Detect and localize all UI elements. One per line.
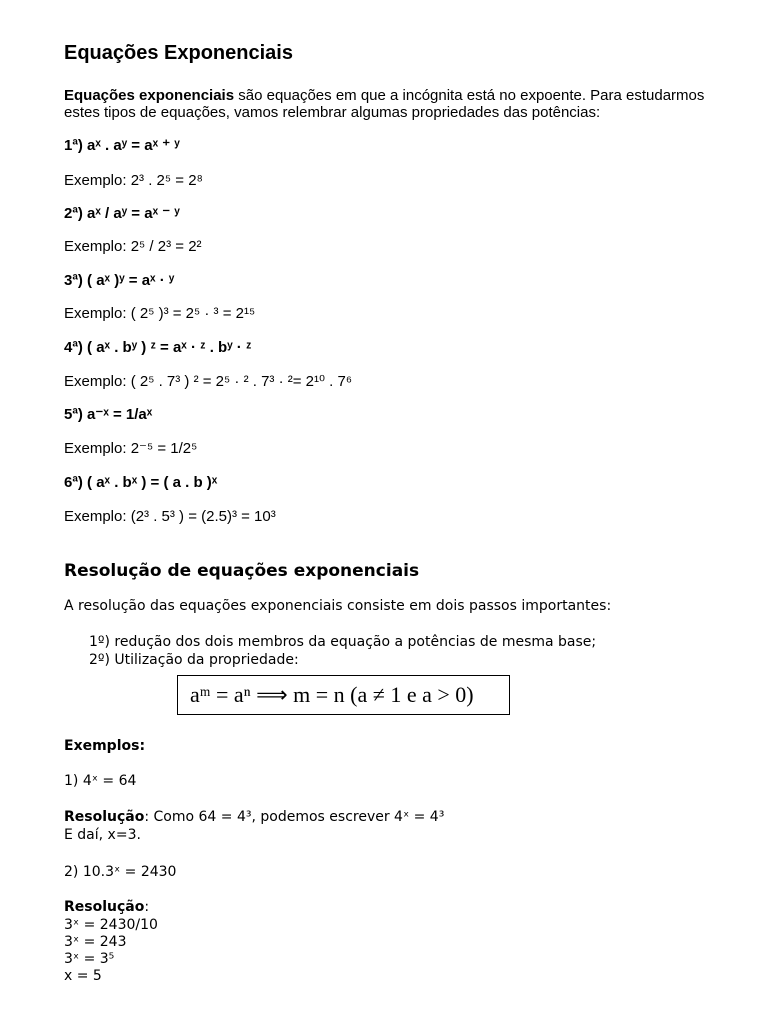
resolution-2-line-2: 3ˣ = 243	[64, 934, 127, 950]
resolution-1-label: Resolução	[64, 809, 145, 825]
formula-box	[177, 675, 510, 715]
intro-bold: Equações exponenciais	[64, 87, 235, 104]
resolution-1	[64, 809, 444, 826]
resolution-2-line-1: 3ˣ = 2430/10	[64, 917, 158, 933]
property-5-example: Exemplo: 2⁻⁵ = 1/2⁵	[64, 440, 198, 457]
property-4-rule: 4ª) ( aˣ . bʸ ) ᶻ = aˣ · ᶻ . bʸ · ᶻ	[64, 339, 252, 356]
example-1: 1) 4ˣ = 64	[64, 773, 137, 789]
resolution-2-colon: :	[144, 899, 150, 915]
property-2-rule: 2ª) aˣ / aʸ = aˣ ⁻ ʸ	[64, 205, 180, 222]
intro-rest: são equações em que a incógnita está no expoente. Para estudarmos	[234, 87, 705, 104]
resolution-2	[64, 899, 149, 916]
property-3-example: Exemplo: ( 2⁵ )³ = 2⁵ · ³ = 2¹⁵	[64, 305, 256, 322]
step-1: 1º) redução dos dois membros da equação a potências de mesma base;	[89, 634, 597, 650]
property-6-example: Exemplo: (2³ . 5³ ) = (2.5)³ = 10³	[64, 508, 276, 525]
formula-text: aᵐ = aⁿ ⟹ m = n (a ≠ 1 e a > 0)	[190, 682, 474, 707]
resolution-2-line-3: 3ˣ = 3⁵	[64, 951, 115, 967]
property-4-example: Exemplo: ( 2⁵ . 7³ ) ² = 2⁵ · ² . 7³ · ²= 2¹⁰ . 7⁶	[64, 373, 353, 390]
property-5-rule: 5ª) a⁻ˣ = 1/aˣ	[64, 406, 153, 423]
step-2: 2º) Utilização da propriedade:	[89, 652, 299, 668]
property-6-rule: 6ª) ( aˣ . bˣ ) = ( a . b )ˣ	[64, 474, 218, 491]
resolution-1-line-2: E daí, x=3.	[64, 827, 141, 843]
property-3-rule: 3ª) ( aˣ )ʸ = aˣ · ʸ	[64, 272, 175, 289]
resolution-2-label: Resolução	[64, 899, 145, 915]
property-2-example: Exemplo: 2⁵ / 2³ = 2²	[64, 238, 202, 255]
example-2: 2) 10.3ˣ = 2430	[64, 864, 177, 880]
examples-heading: Exemplos:	[64, 738, 146, 754]
intro-line-2: estes tipos de equações, vamos relembrar algumas propriedades das potências:	[64, 104, 601, 121]
resolution-1-text: : Como 64 = 4³, podemos escrever 4ˣ = 4³	[144, 809, 445, 825]
resolution-2-line-4: x = 5	[64, 968, 102, 984]
property-1-example: Exemplo: 2³ . 2⁵ = 2⁸	[64, 172, 203, 189]
page-title: Equações Exponenciais	[64, 42, 293, 64]
section-2-title: Resolução de equações exponenciais	[64, 561, 420, 581]
property-1-rule: 1ª) aˣ . aʸ = aˣ ⁺ ʸ	[64, 137, 180, 154]
intro-line-1	[64, 87, 704, 105]
section-2-intro: A resolução das equações exponenciais consiste em dois passos importantes:	[64, 598, 612, 614]
